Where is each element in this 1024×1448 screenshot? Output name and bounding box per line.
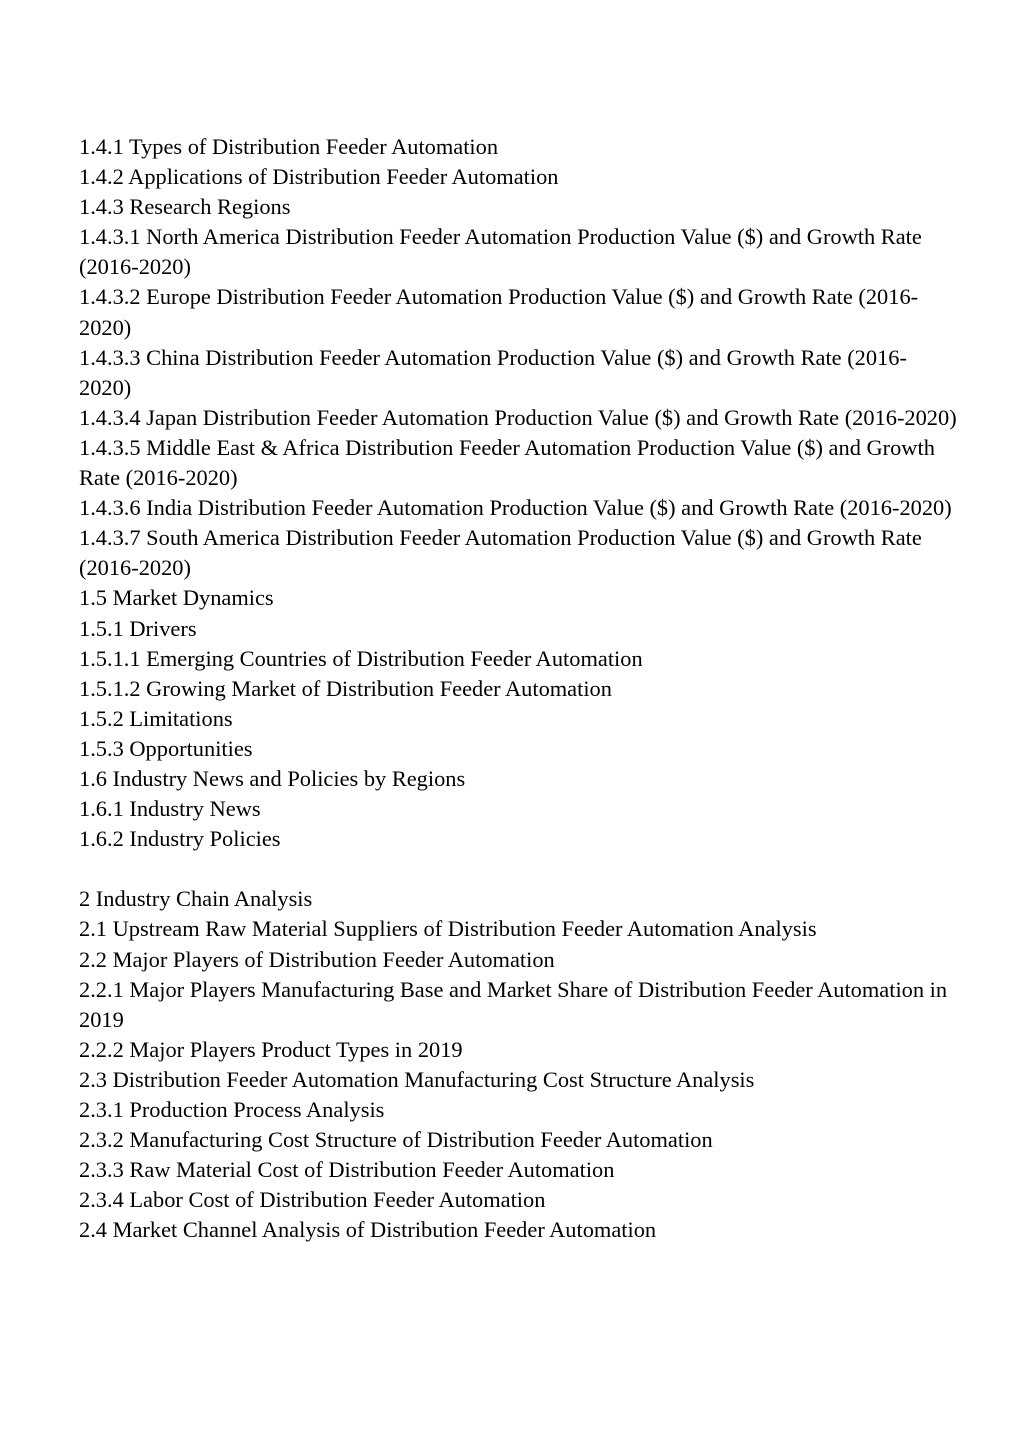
- toc-entry: 1.5.1.2 Growing Market of Distribution Feeder Automation: [79, 675, 612, 701]
- toc-entry: 1.4.3.4 Japan Distribution Feeder Automation Production Value ($) and Growth Rate (2016-2020): [79, 404, 957, 430]
- toc-entry: 1.4.2 Applications of Distribution Feeder Automation: [79, 164, 559, 190]
- toc-entry: 1.4.3.5 Middle East & Africa Distribution Feeder Automation Production Value ($) and Growth Rate (2016-2020): [79, 434, 935, 491]
- toc-entry: 1.5.1 Drivers: [79, 615, 197, 641]
- toc-entry: 2.3 Distribution Feeder Automation Manufacturing Cost Structure Analysis: [79, 1066, 755, 1092]
- toc-entry: 2.1 Upstream Raw Material Suppliers of Distribution Feeder Automation Analysis: [79, 916, 817, 942]
- toc-entry: 2.3.3 Raw Material Cost of Distribution Feeder Automation: [79, 1157, 615, 1183]
- toc-entry: 1.4.3.3 China Distribution Feeder Automation Production Value ($) and Growth Rate (2016-2020): [79, 344, 907, 400]
- toc-entry: 1.6 Industry News and Policies by Regions: [79, 765, 466, 791]
- toc-entry: 1.5 Market Dynamics: [79, 585, 274, 611]
- table-of-contents: [79, 132, 959, 1245]
- toc-entry: 2.2 Major Players of Distribution Feeder Automation: [79, 946, 555, 972]
- toc-entry: 1.4.1 Types of Distribution Feeder Automation: [79, 134, 499, 159]
- toc-entry: 1.4.3.1 North America Distribution Feeder Automation Production Value ($) and Growth Rate (2016-2020): [79, 224, 922, 280]
- toc-entry: 1.4.3 Research Regions: [79, 194, 291, 220]
- toc-entry: 1.6.1 Industry News: [79, 796, 261, 822]
- toc-chapter-heading: 2 Industry Chain Analysis: [79, 886, 313, 912]
- toc-entry: 1.4.3.6 India Distribution Feeder Automation Production Value ($) and Growth Rate (2016-2020): [79, 495, 952, 521]
- toc-entry: 2.3.1 Production Process Analysis: [79, 1097, 385, 1122]
- toc-entry: 1.4.3.7 South America Distribution Feeder Automation Production Value ($) and Growth Rate (2016-2020): [79, 525, 922, 581]
- toc-entry: 1.6.2 Industry Policies: [79, 826, 281, 852]
- toc-entry: 1.5.1.1 Emerging Countries of Distribution Feeder Automation: [79, 645, 643, 671]
- toc-entry: 1.5.3 Opportunities: [79, 735, 253, 761]
- toc-entry: 2.2.1 Major Players Manufacturing Base and Market Share of Distribution Feeder Automation in 2019: [79, 976, 948, 1032]
- toc-entry: 2.3.2 Manufacturing Cost Structure of Distribution Feeder Automation: [79, 1127, 713, 1153]
- toc-entry: 2.4 Market Channel Analysis of Distribution Feeder Automation: [79, 1217, 657, 1243]
- toc-entry: 1.4.3.2 Europe Distribution Feeder Automation Production Value ($) and Growth Rate (2016-2020): [79, 284, 919, 340]
- toc-entry: 1.5.2 Limitations: [79, 705, 233, 731]
- toc-entry: 2.3.4 Labor Cost of Distribution Feeder Automation: [79, 1187, 546, 1213]
- toc-entry: 2.2.2 Major Players Product Types in 2019: [79, 1036, 463, 1062]
